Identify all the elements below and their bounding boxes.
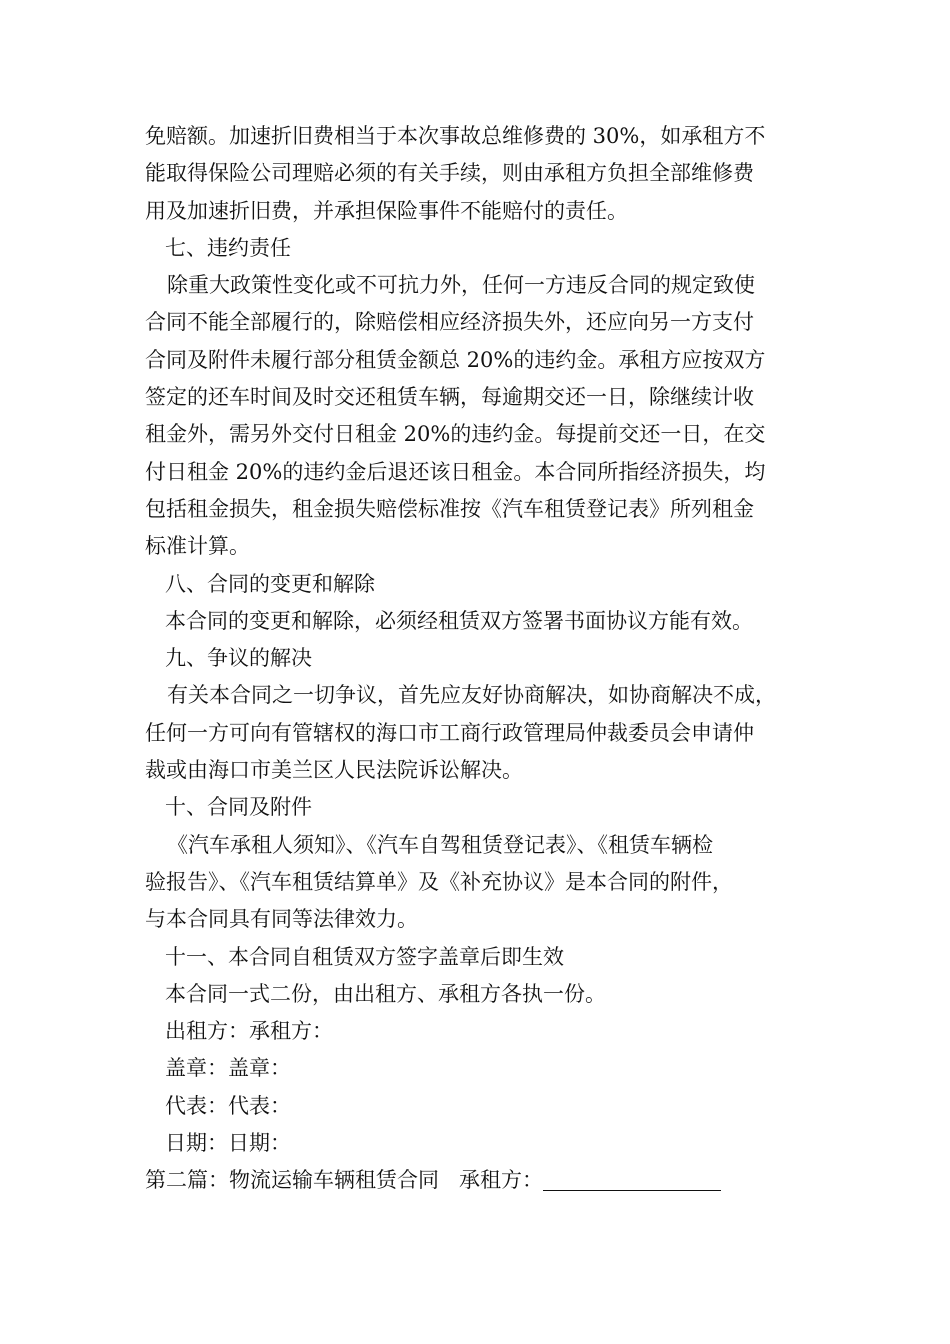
paragraph-line: 与本合同具有同等法律效力。 <box>145 907 418 932</box>
section-heading-breach: 七、违约责任 <box>165 235 291 260</box>
paragraph-line: 免赔额。加速折旧费相当于本次事故总维修费的 30%，如承租方不 <box>145 124 766 148</box>
paragraph-line: 合同及附件未履行部分租赁金额总 20%的违约金。承租方应按双方 <box>145 347 766 372</box>
paragraph-line: 任何一方可向有管辖权的海口市工商行政管理局仲裁委员会申请仲 <box>145 720 754 745</box>
paragraph-line: 标准计算。 <box>145 534 250 559</box>
signature-date: 日期：日期： <box>165 1131 291 1156</box>
document-page <box>145 118 813 1200</box>
paragraph-line: 租金外，需另外交付日租金 20%的违约金。每提前交还一日，在交 <box>145 422 766 447</box>
lessee-label: 承租方： <box>459 1168 543 1193</box>
signature-parties: 出租方：承租方： <box>165 1019 333 1044</box>
lessee-blank-field <box>543 1168 721 1191</box>
next-article-line <box>145 1162 813 1199</box>
paragraph-line: 能取得保险公司理赔必须的有关手续，则由承租方负担全部维修费 <box>145 161 754 186</box>
paragraph-line: 除重大政策性变化或不可抗力外，任何一方违反合同的规定致使 <box>167 273 755 298</box>
paragraph-line: 本合同一式二份，由出租方、承租方各执一份。 <box>165 981 606 1006</box>
paragraph-line: 有关本合同之一切争议，首先应友好协商解决，如协商解决不成， <box>167 683 776 708</box>
signature-seal: 盖章：盖章： <box>165 1056 291 1081</box>
paragraph-line: 本合同的变更和解除，必须经租赁双方签署书面协议方能有效。 <box>165 608 753 633</box>
paragraph-line: 付日租金 20%的违约金后退还该日租金。本合同所指经济损失，均 <box>145 459 766 484</box>
paragraph-line: 《汽车承租人须知》、《汽车自驾租赁登记表》、《租赁车辆检 <box>167 832 713 857</box>
paragraph-line: 合同不能全部履行的，除赔偿相应经济损失外，还应向另一方支付 <box>145 310 754 335</box>
section-heading-dispute: 九、争议的解决 <box>165 646 312 671</box>
signature-representative: 代表：代表： <box>165 1093 291 1118</box>
section-heading-effective: 十一、本合同自租赁双方签字盖章后即生效 <box>165 944 564 969</box>
paragraph-line: 包括租金损失，租金损失赔偿标准按《汽车租赁登记表》所列租金 <box>145 496 754 521</box>
next-article-title: 第二篇：物流运输车辆租赁合同 <box>145 1168 439 1193</box>
section-heading-attachments: 十、合同及附件 <box>165 795 312 820</box>
paragraph-line: 签定的还车时间及时交还租赁车辆，每逾期交还一日，除继续计收 <box>145 385 754 410</box>
section-heading-change: 八、合同的变更和解除 <box>165 571 375 596</box>
paragraph-line: 验报告》、《汽车租赁结算单》及《补充协议》是本合同的附件， <box>145 869 733 894</box>
paragraph-line: 裁或由海口市美兰区人民法院诉讼解决。 <box>145 758 523 783</box>
paragraph-line: 用及加速折旧费，并承担保险事件不能赔付的责任。 <box>145 198 628 223</box>
